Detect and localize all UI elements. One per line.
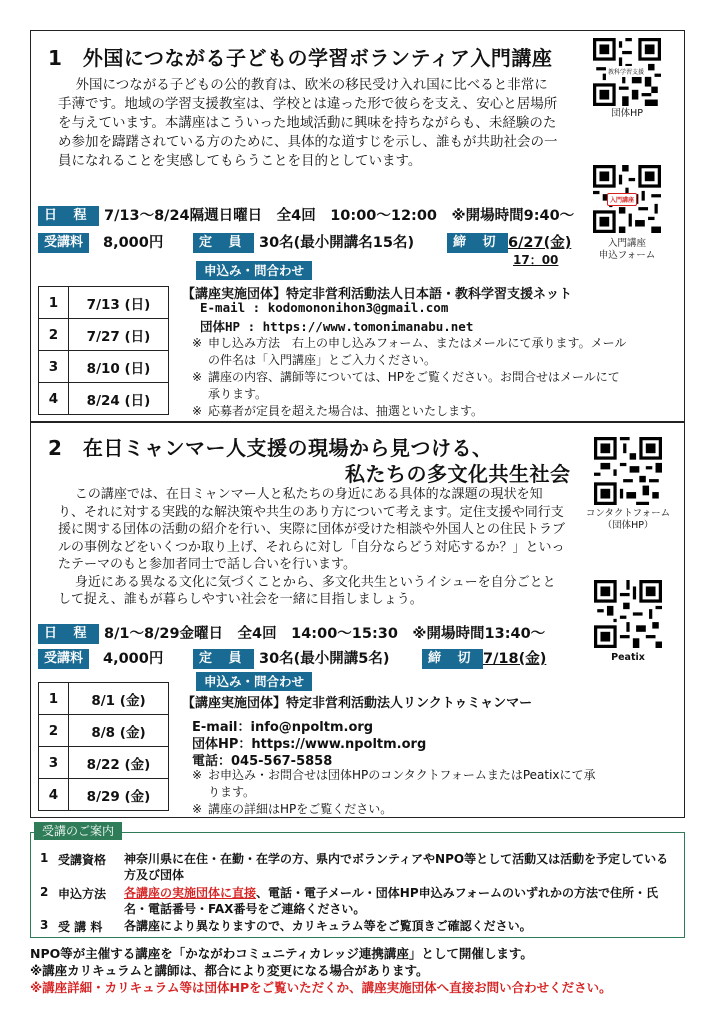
course2-notes [192, 767, 677, 818]
qr4-label: Peatix [611, 652, 645, 663]
course2-fee-tag: 受講料 [38, 649, 89, 669]
qr-pattern-icon [594, 580, 662, 648]
note-item: ※ 応募者が定員を超えた場合は、抽選といたします。 [192, 404, 484, 418]
note-item: ※ 講座の内容、講師等については、HPをご覧ください。お問合せはメールにて [192, 370, 620, 384]
table-row [39, 319, 169, 351]
course1-title: 1 外国につながる子どもの学習ボランティア入門講座 [48, 46, 553, 70]
table-row [39, 747, 169, 779]
course2-intro [58, 486, 568, 609]
table-row [39, 383, 169, 415]
course1-deadline: 6/27(金) [508, 235, 572, 251]
guide-item-num: 3 [40, 918, 49, 932]
qr1-badge: 教科学習支援 [606, 66, 646, 77]
table-row [39, 779, 169, 811]
course1-dates-table [38, 286, 169, 415]
date-cell: 7/13 (日) [69, 287, 169, 319]
qr-code-course2-peatix[interactable] [594, 580, 662, 648]
table-row [39, 683, 169, 715]
footer-line1: NPO等が主催する講座を「かながわコミュニティカレッジ連携講座」として開催します。 [30, 946, 533, 961]
course2-tel: 電話：045-567-5858 [192, 754, 333, 769]
note-item: ※ 講座の詳細はHPをご覧ください。 [192, 802, 393, 816]
table-row [39, 715, 169, 747]
course2-schedule: 8/1～8/29金曜日 全4回 14:00～15:30 ※開場時間13:40～ [104, 626, 546, 642]
date-num: 2 [39, 319, 69, 351]
guide-item-num: 2 [40, 885, 49, 899]
table-row [39, 351, 169, 383]
qr1-label: 団体HP [611, 108, 643, 119]
course2-intro-text-1: この講座では、在日ミャンマー人と私たちの身近にある具体的な課題の現状を知り、それに対する実践的な解決策や共生のあり方について考えます。定住支援や同行支援に関する団体の活動の紹介を行い、実際に団体が受けた相談や外国人との住民トラブルの事例などをいくつか取り上げ、それらに対し「自分ならどう対応するか？」といったテーマのもと参加者同士で話し合いを行います。 [58, 487, 566, 572]
date-num: 3 [39, 747, 69, 779]
guide-item-label: 受 講 料 [58, 920, 103, 934]
course1-capacity: 30名(最小開講名15名) [259, 235, 415, 251]
course2-email[interactable]: E-mail：info@npoltm.org [192, 720, 374, 735]
date-cell: 8/22 (金) [69, 747, 169, 779]
date-cell: 8/24 (日) [69, 383, 169, 415]
course2-intro-text-2: 身近にある異なる文化に気づくことから、多文化共生というイシューを自分ごととして捉え、誰もが暮らしやすい社会を一緒に目指しましょう。 [58, 574, 556, 607]
course2-contact-tag: 申込み・問合わせ [196, 672, 312, 691]
qr3-label [578, 508, 678, 532]
date-num: 1 [39, 287, 69, 319]
course1-schedule: 7/13～8/24隔週日曜日 全4回 10:00～12:00 ※開場時間9:40～ [104, 208, 575, 224]
course1-contact-tag: 申込み・問合わせ [196, 261, 312, 280]
note-item-cont: 承ります。 [208, 387, 268, 401]
table-row [39, 287, 169, 319]
course1-schedule-tag: 日 程 [38, 206, 99, 226]
course2-capacity-tag: 定 員 [193, 649, 254, 669]
footer-line3: ※講座詳細・カリキュラム等は団体HPをご覧いただくか、講座実施団体へ直接お問い合わせください。 [30, 980, 612, 995]
course2-hp[interactable]: 団体HP：https://www.npoltm.org [192, 737, 427, 752]
note-item-cont: ります。 [208, 785, 256, 799]
qr2-label-line2: 申込フォーム [598, 250, 656, 261]
course1-intro-text: 外国につながる子どもの公的教育は、欧米の移民受け入れ国に比べると非常に手薄です。地域の学習支援教室は、学校とは違った形で彼らを支え、安心と居場所を与えています。本講座はこういった地域活動に興味を持ちながらも、未経験のため参加を躊躇されている方のために、具体的な道すじを示し、誰もが共助社会の一員になれることを実感してもらうことを目的としています。 [58, 77, 558, 169]
note-item: ※ お申込み・お問合せは団体HPのコンタクトフォームまたはPeatixにて承 [192, 768, 596, 782]
qr-code-course2-contact[interactable] [594, 437, 662, 505]
course2-org: 【講座実施団体】特定非営利活動法人リンクトゥミャンマー [182, 696, 533, 711]
guide-item-text: 神奈川県に在住・在勤・在学の方、県内でボランティアやNPO等として活動又は活動を予定している方及び団体 [124, 852, 669, 882]
date-cell: 8/29 (金) [69, 779, 169, 811]
qr-pattern-icon [594, 437, 662, 505]
course2-capacity: 30名(最小開講5名) [259, 651, 390, 667]
course2-deadline-tag: 締 切 [422, 649, 483, 669]
course1-fee: 8,000円 [103, 235, 164, 251]
qr2-label-line1: 入門講座 [607, 238, 646, 249]
course2-title-line1: 2 在日ミャンマー人支援の現場から見つける、 [48, 436, 493, 460]
course1-email[interactable]: E-mail : kodomononihon3@gmail.com [200, 300, 449, 315]
course2-dates-table [38, 682, 169, 811]
guide-item-label: 申込方法 [58, 887, 107, 901]
date-num: 4 [39, 779, 69, 811]
qr2-badge: 入門講座 [607, 193, 637, 206]
course1-notes [192, 335, 677, 420]
date-cell: 7/27 (日) [69, 319, 169, 351]
date-cell: 8/10 (日) [69, 351, 169, 383]
course1-deadline-time: 17：00 [513, 253, 559, 267]
course1-fee-tag: 受講料 [38, 233, 89, 253]
qr2-label [583, 238, 671, 262]
date-num: 3 [39, 351, 69, 383]
guide-item-num: 1 [40, 851, 49, 865]
guide-item-label: 受講資格 [58, 853, 107, 867]
course1-intro [58, 76, 558, 171]
note-item-cont: の件名は「入門講座」とご入力ください。 [208, 353, 437, 367]
qr3-label-line2: （団体HP） [602, 520, 654, 531]
course2-fee: 4,000円 [103, 651, 164, 667]
guide-item-text: 各講座の実施団体に直接、電話・電子メール・団体HP申込みフォームのいずれかの方法で住所・氏名・電話番号・FAX番号をご連絡ください。 [124, 886, 659, 916]
course2-deadline: 7/18(金) [483, 651, 547, 667]
course1-hp[interactable]: 団体HP : https://www.tomonimanabu.net [200, 319, 474, 334]
course1-capacity-tag: 定 員 [193, 233, 254, 253]
course2-title-line2: 私たちの多文化共生社会 [345, 462, 571, 486]
guide-item-text-red: 各講座の実施団体に直接 [124, 886, 257, 900]
note-item: ※ 申し込み方法 右上の申し込みフォーム、またはメールにて承ります。メール [192, 336, 627, 350]
qr3-label-line1: コンタクトフォーム [585, 508, 671, 519]
date-num: 4 [39, 383, 69, 415]
date-num: 2 [39, 715, 69, 747]
date-cell: 8/1 (金) [69, 683, 169, 715]
guide-item-text: 各講座により異なりますので、カリキュラム等をご覧頂きご確認ください。 [124, 919, 532, 933]
guide-title: 受講のご案内 [34, 822, 122, 840]
date-cell: 8/8 (金) [69, 715, 169, 747]
date-num: 1 [39, 683, 69, 715]
course1-org: 【講座実施団体】特定非営利活動法人日本語・教科学習支援ネット [182, 287, 573, 302]
course1-deadline-tag: 締 切 [447, 233, 508, 253]
footer-line2: ※講座カリキュラムと講師は、都合により変更になる場合があります。 [30, 963, 429, 978]
course2-schedule-tag: 日 程 [38, 624, 99, 644]
